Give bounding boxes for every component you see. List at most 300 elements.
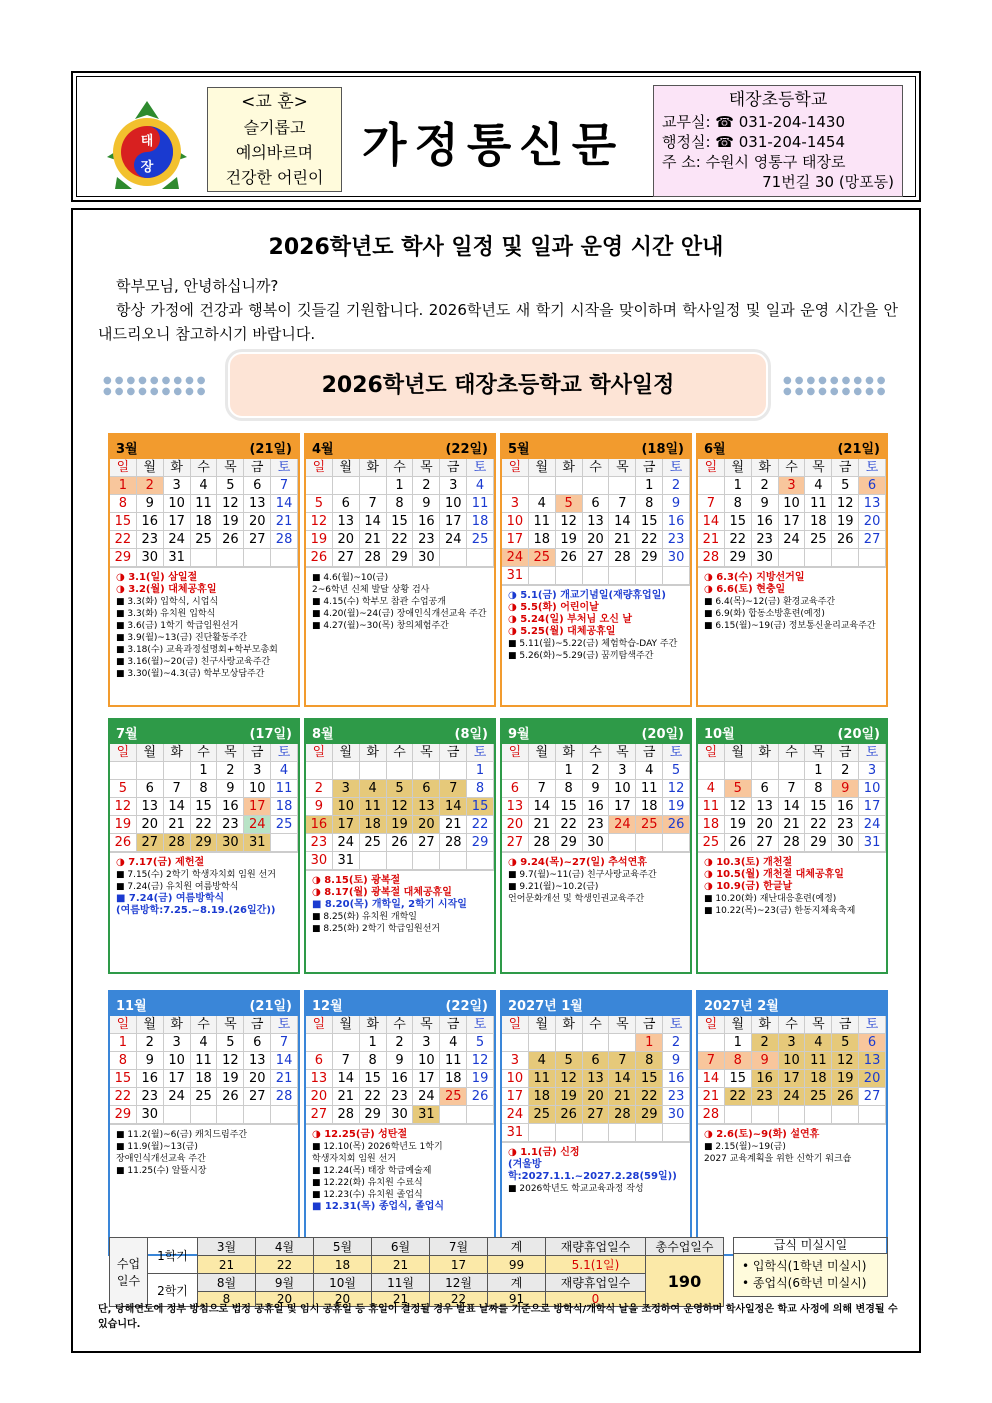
day-cell: 2 (663, 477, 690, 495)
day-cell: 29 (636, 549, 663, 567)
day-cell: 19 (832, 513, 859, 531)
month-calendar (500, 990, 692, 1256)
day-cell: 8 (110, 1052, 137, 1070)
day-cell: 23 (217, 816, 244, 834)
day-cell: 8 (556, 780, 583, 798)
day-cell: 12 (306, 513, 333, 531)
day-cell: 28 (609, 1106, 636, 1124)
day-cell: 2 (752, 477, 779, 495)
empty-day-cell (698, 477, 725, 495)
logo-char-2: 장 (140, 160, 154, 175)
weekday-label: 화 (360, 744, 387, 762)
summary-cell: 계 (488, 1274, 546, 1292)
day-cell: 6 (583, 495, 610, 513)
day-cell: 6 (583, 1052, 610, 1070)
day-cell: 7 (529, 780, 556, 798)
day-cell: 18 (636, 798, 663, 816)
office-phone: 교무실: ☎ 031-204-1430 (662, 113, 846, 131)
event-item: ◑ 3.1(일) 삼일절 (116, 572, 198, 583)
day-cell: 15 (467, 798, 494, 816)
day-cell: 4 (529, 495, 556, 513)
day-cell: 25 (636, 816, 663, 834)
day-cell: 18 (440, 1070, 467, 1088)
weekday-label: 월 (725, 744, 752, 762)
day-cell: 20 (859, 1070, 886, 1088)
empty-day-cell (333, 477, 360, 495)
day-cell: 16 (752, 513, 779, 531)
day-cell: 30 (752, 549, 779, 567)
day-cell: 17 (502, 1088, 529, 1106)
day-cell: 9 (752, 1052, 779, 1070)
day-cell: 3 (502, 495, 529, 513)
empty-day-cell (859, 1106, 886, 1124)
month-school-days: (21일) (837, 441, 880, 457)
day-cell: 17 (779, 1070, 806, 1088)
month-school-days: (20일) (641, 726, 684, 742)
day-cell: 16 (413, 513, 440, 531)
day-cell: 25 (440, 1088, 467, 1106)
weekday-label: 수 (779, 744, 806, 762)
day-cell: 31 (413, 1106, 440, 1124)
weekday-label: 토 (467, 744, 494, 762)
day-cell: 3 (244, 762, 271, 780)
day-cell: 23 (752, 531, 779, 549)
day-cell: 1 (636, 1034, 663, 1052)
day-cell: 1 (725, 1034, 752, 1052)
weekday-label: 일 (306, 459, 333, 477)
day-cell: 29 (636, 1106, 663, 1124)
event-item: ◑ 5.5(화) 어린이날 (508, 602, 599, 613)
day-cell: 9 (217, 780, 244, 798)
day-cell: 19 (663, 798, 690, 816)
day-cell: 12 (556, 1070, 583, 1088)
weekday-label: 금 (636, 459, 663, 477)
weekday-label: 토 (663, 1016, 690, 1034)
day-cell: 10 (413, 1052, 440, 1070)
empty-day-cell (333, 762, 360, 780)
header (71, 71, 921, 202)
day-cell: 19 (306, 531, 333, 549)
day-cell: 31 (244, 834, 271, 852)
day-cell: 5 (556, 495, 583, 513)
day-cell: 11 (805, 495, 832, 513)
empty-day-cell (217, 1106, 244, 1124)
event-item: ◑ 7.17(금) 제헌절 (116, 857, 205, 868)
weekday-label: 화 (164, 459, 191, 477)
day-cell: 13 (583, 1070, 610, 1088)
day-cell: 6 (333, 495, 360, 513)
empty-day-cell (306, 762, 333, 780)
day-cell: 22 (467, 816, 494, 834)
day-cell: 15 (191, 798, 218, 816)
weekday-label: 수 (779, 459, 806, 477)
day-cell: 18 (805, 1070, 832, 1088)
day-grid (110, 459, 298, 567)
day-cell: 1 (110, 1034, 137, 1052)
event-item: ◑ 3.2(월) 대체공휴일 (116, 584, 217, 595)
day-cell: 17 (779, 513, 806, 531)
weekday-label: 목 (805, 1016, 832, 1034)
day-grid (306, 459, 494, 567)
day-cell: 19 (387, 816, 414, 834)
day-cell: 22 (725, 531, 752, 549)
day-cell: 7 (698, 495, 725, 513)
day-cell: 27 (244, 531, 271, 549)
event-item: ■ 3.3(화) 입학식, 시업식 (116, 597, 219, 607)
weekday-label: 금 (636, 1016, 663, 1034)
weekday-label: 일 (502, 744, 529, 762)
month-school-days: (21일) (249, 441, 292, 457)
weekday-label: 일 (502, 1016, 529, 1034)
day-cell: 27 (859, 531, 886, 549)
day-cell: 28 (698, 549, 725, 567)
weekday-label: 수 (583, 459, 610, 477)
weekday-label: 목 (609, 1016, 636, 1034)
weekday-label: 목 (805, 744, 832, 762)
day-cell: 7 (698, 1052, 725, 1070)
event-item: ◑ 10.9(금) 한글날 (704, 881, 793, 892)
weekday-label: 토 (467, 459, 494, 477)
weekday-label: 월 (529, 1016, 556, 1034)
day-cell: 29 (556, 834, 583, 852)
empty-day-cell (217, 549, 244, 567)
day-cell: 3 (859, 762, 886, 780)
day-cell: 29 (191, 834, 218, 852)
day-cell: 11 (805, 1052, 832, 1070)
address-2: 71번길 30 (망포동) (762, 173, 894, 191)
day-grid (502, 1016, 690, 1142)
summary-cell: 12월 (430, 1274, 488, 1292)
school-info (653, 85, 903, 197)
day-cell: 17 (164, 1070, 191, 1088)
day-cell: 19 (217, 513, 244, 531)
day-cell: 21 (333, 1088, 360, 1106)
day-cell: 10 (502, 513, 529, 531)
event-item: ◑ 1.1(금) 신정 (508, 1147, 580, 1158)
empty-day-cell (556, 1034, 583, 1052)
day-cell: 2 (137, 477, 164, 495)
day-cell: 13 (244, 1052, 271, 1070)
meal-items (734, 1254, 887, 1296)
day-cell: 28 (779, 834, 806, 852)
day-cell: 26 (663, 816, 690, 834)
day-cell: 10 (779, 1052, 806, 1070)
summary-cell: 10월 (314, 1274, 372, 1292)
empty-day-cell (529, 762, 556, 780)
day-cell: 17 (502, 531, 529, 549)
weekday-label: 수 (583, 744, 610, 762)
day-cell: 28 (164, 834, 191, 852)
weekday-label: 일 (698, 744, 725, 762)
month-calendar (500, 718, 692, 974)
day-cell: 22 (725, 1088, 752, 1106)
weekday-label: 화 (360, 1016, 387, 1034)
event-item: ■ 11.2(월)~6(금) 캐치드림주간 (116, 1130, 248, 1140)
event-item: ◑ 2.6(토)~9(화) 설연휴 (704, 1129, 820, 1140)
month-name: 10월 (704, 726, 735, 742)
day-cell: 27 (502, 834, 529, 852)
day-cell: 2 (137, 1034, 164, 1052)
day-cell: 5 (832, 477, 859, 495)
month-name: 2027년 2월 (704, 998, 779, 1014)
empty-day-cell (191, 1106, 218, 1124)
empty-day-cell (832, 1106, 859, 1124)
day-cell: 18 (191, 1070, 218, 1088)
event-item: ■ 3.3(화) 유치원 입학식 (116, 609, 216, 619)
day-cell: 22 (636, 531, 663, 549)
weekday-label: 월 (333, 1016, 360, 1034)
day-cell: 30 (663, 549, 690, 567)
empty-day-cell (502, 1034, 529, 1052)
day-cell: 16 (752, 1070, 779, 1088)
day-cell: 2 (306, 780, 333, 798)
day-cell: 30 (583, 834, 610, 852)
month-calendar (108, 433, 300, 707)
day-cell: 4 (636, 762, 663, 780)
day-cell: 20 (244, 513, 271, 531)
day-cell: 1 (556, 762, 583, 780)
day-cell: 21 (271, 513, 298, 531)
day-cell: 2 (413, 477, 440, 495)
empty-day-cell (609, 477, 636, 495)
day-cell: 30 (387, 1106, 414, 1124)
month-events (502, 852, 690, 972)
day-cell: 22 (191, 816, 218, 834)
day-cell: 26 (832, 531, 859, 549)
day-cell: 1 (467, 762, 494, 780)
month-name: 6월 (704, 441, 726, 457)
day-cell: 28 (609, 549, 636, 567)
page-title: 가정통신문 (362, 118, 625, 172)
empty-day-cell (556, 1124, 583, 1142)
event-item: ■ 5.26(화)~5.29(금) 꿈끼탐색주간 (508, 651, 654, 661)
month-school-days: (20일) (837, 726, 880, 742)
day-cell: 3 (502, 1052, 529, 1070)
summary-cell: 3월 (198, 1238, 256, 1256)
day-cell: 12 (217, 495, 244, 513)
day-cell: 15 (110, 513, 137, 531)
event-item: ■ 4.27(월)~30(목) 창의체험주간 (312, 621, 449, 631)
day-cell: 22 (110, 1088, 137, 1106)
day-cell: 21 (164, 816, 191, 834)
intro (98, 274, 898, 346)
weekday-label: 토 (663, 459, 690, 477)
meal-title: 급식 미실시일 (734, 1238, 887, 1254)
day-cell: 3 (413, 1034, 440, 1052)
day-cell: 11 (191, 495, 218, 513)
weekday-label: 수 (387, 744, 414, 762)
event-item: ◑ 8.17(월) 광복절 대체공휴일 (312, 887, 452, 898)
day-cell: 28 (698, 1106, 725, 1124)
summary-cell: 22 (430, 1292, 488, 1307)
summary-cell: 22 (256, 1256, 314, 1274)
day-cell: 6 (137, 780, 164, 798)
day-cell: 4 (805, 1034, 832, 1052)
empty-day-cell (413, 762, 440, 780)
day-cell: 30 (137, 1106, 164, 1124)
weekday-label: 월 (725, 1016, 752, 1034)
deco-dots-left: ●●●●●●●●● ●●●●●●●●● (103, 375, 209, 397)
weekday-label: 금 (636, 744, 663, 762)
day-cell: 13 (333, 513, 360, 531)
empty-day-cell (779, 549, 806, 567)
event-item: ■ 3.6(금) 1학기 학급임원선거 (116, 621, 239, 631)
empty-day-cell (725, 1106, 752, 1124)
day-grid (698, 744, 886, 852)
event-item: ■ 7.24(금) 유치원 여름방학식 (116, 882, 239, 892)
weekday-label: 화 (556, 744, 583, 762)
day-cell: 30 (137, 549, 164, 567)
empty-day-cell (244, 549, 271, 567)
event-item: (여름방학:7.25.~8.19.(26일간)) (116, 905, 276, 916)
school-motto (207, 87, 342, 192)
day-cell: 28 (271, 1088, 298, 1106)
event-item: ◑ 10.3(토) 개천절 (704, 857, 793, 868)
month-name: 3월 (116, 441, 138, 457)
month-header (306, 992, 494, 1016)
empty-day-cell (271, 834, 298, 852)
weekday-label: 일 (698, 1016, 725, 1034)
summary-cell: 21 (372, 1292, 430, 1307)
school-days-summary (109, 1237, 724, 1307)
month-name: 2027년 1월 (508, 998, 583, 1014)
day-cell: 8 (725, 495, 752, 513)
day-cell: 11 (529, 513, 556, 531)
day-cell: 1 (805, 762, 832, 780)
empty-day-cell (636, 567, 663, 585)
month-calendar (304, 990, 496, 1256)
day-cell: 29 (725, 549, 752, 567)
day-cell: 2 (752, 1034, 779, 1052)
day-cell: 12 (556, 513, 583, 531)
weekday-label: 일 (306, 1016, 333, 1034)
summary-cell: 계 (488, 1238, 546, 1256)
day-cell: 1 (636, 477, 663, 495)
month-header (110, 720, 298, 744)
empty-day-cell (360, 852, 387, 870)
summary-cell: 21 (198, 1256, 256, 1274)
day-cell: 11 (529, 1070, 556, 1088)
day-cell: 3 (779, 477, 806, 495)
empty-day-cell (306, 477, 333, 495)
weekday-label: 토 (859, 1016, 886, 1034)
weekday-label: 금 (440, 1016, 467, 1034)
day-cell: 11 (271, 780, 298, 798)
day-cell: 21 (698, 1088, 725, 1106)
day-cell: 20 (583, 1088, 610, 1106)
summary-cell: 0 (546, 1292, 646, 1307)
day-cell: 1 (725, 477, 752, 495)
weekday-label: 수 (583, 1016, 610, 1034)
empty-day-cell (583, 1034, 610, 1052)
event-item: ◑ 12.25(금) 성탄절 (312, 1129, 408, 1140)
day-cell: 26 (832, 1088, 859, 1106)
month-header (502, 720, 690, 744)
day-cell: 8 (387, 495, 414, 513)
day-cell: 20 (244, 1070, 271, 1088)
day-cell: 11 (360, 798, 387, 816)
day-cell: 9 (387, 1052, 414, 1070)
summary-cell: 5.1(1일) (546, 1256, 646, 1274)
day-cell: 11 (440, 1052, 467, 1070)
weekday-label: 수 (387, 1016, 414, 1034)
summary-cell: 99 (488, 1256, 546, 1274)
empty-day-cell (609, 834, 636, 852)
day-grid (110, 1016, 298, 1124)
day-cell: 14 (698, 1070, 725, 1088)
day-cell: 17 (440, 513, 467, 531)
month-school-days: (17일) (249, 726, 292, 742)
day-cell: 11 (698, 798, 725, 816)
day-cell: 21 (698, 531, 725, 549)
day-cell: 4 (698, 780, 725, 798)
weekday-label: 일 (110, 459, 137, 477)
day-cell: 7 (609, 495, 636, 513)
month-events (502, 585, 690, 705)
summary-cell: 9월 (256, 1274, 314, 1292)
weekday-label: 일 (306, 744, 333, 762)
day-cell: 20 (752, 816, 779, 834)
day-cell: 17 (859, 798, 886, 816)
day-cell: 9 (583, 780, 610, 798)
day-cell: 27 (306, 1106, 333, 1124)
day-cell: 31 (333, 852, 360, 870)
empty-day-cell (609, 1124, 636, 1142)
day-cell: 14 (698, 513, 725, 531)
empty-day-cell (387, 852, 414, 870)
day-cell: 7 (360, 495, 387, 513)
day-cell: 14 (609, 1070, 636, 1088)
day-cell: 9 (137, 1052, 164, 1070)
event-item: ◑ 5.1(금) 개교기념일(재량휴업일) (508, 590, 666, 601)
empty-day-cell (752, 762, 779, 780)
day-cell: 29 (110, 1106, 137, 1124)
day-cell: 19 (725, 816, 752, 834)
empty-day-cell (725, 762, 752, 780)
summary-cell: 91 (488, 1292, 546, 1307)
day-cell: 9 (413, 495, 440, 513)
day-cell: 10 (333, 798, 360, 816)
month-header (502, 992, 690, 1016)
day-cell: 13 (137, 798, 164, 816)
event-item: ■ 4.6(월)~10(금) (312, 573, 389, 583)
day-cell: 15 (805, 798, 832, 816)
day-cell: 2 (217, 762, 244, 780)
day-cell: 26 (110, 834, 137, 852)
day-cell: 27 (583, 549, 610, 567)
day-cell: 22 (805, 816, 832, 834)
day-cell: 24 (779, 531, 806, 549)
weekday-label: 금 (832, 459, 859, 477)
summary-cell: 7월 (430, 1238, 488, 1256)
day-cell: 25 (271, 816, 298, 834)
empty-day-cell (360, 477, 387, 495)
summary-cell: 21 (372, 1256, 430, 1274)
empty-day-cell (137, 762, 164, 780)
day-cell: 21 (529, 816, 556, 834)
day-cell: 23 (663, 1088, 690, 1106)
weekday-label: 토 (859, 744, 886, 762)
day-cell: 20 (502, 816, 529, 834)
empty-day-cell (583, 477, 610, 495)
weekday-label: 수 (779, 1016, 806, 1034)
empty-day-cell (502, 762, 529, 780)
day-cell: 6 (306, 1052, 333, 1070)
day-cell: 26 (306, 549, 333, 567)
weekday-label: 목 (413, 744, 440, 762)
empty-day-cell (529, 1124, 556, 1142)
event-item: ■ 7.15(수) 2학기 학생자치회 임원 선거 (116, 870, 276, 880)
